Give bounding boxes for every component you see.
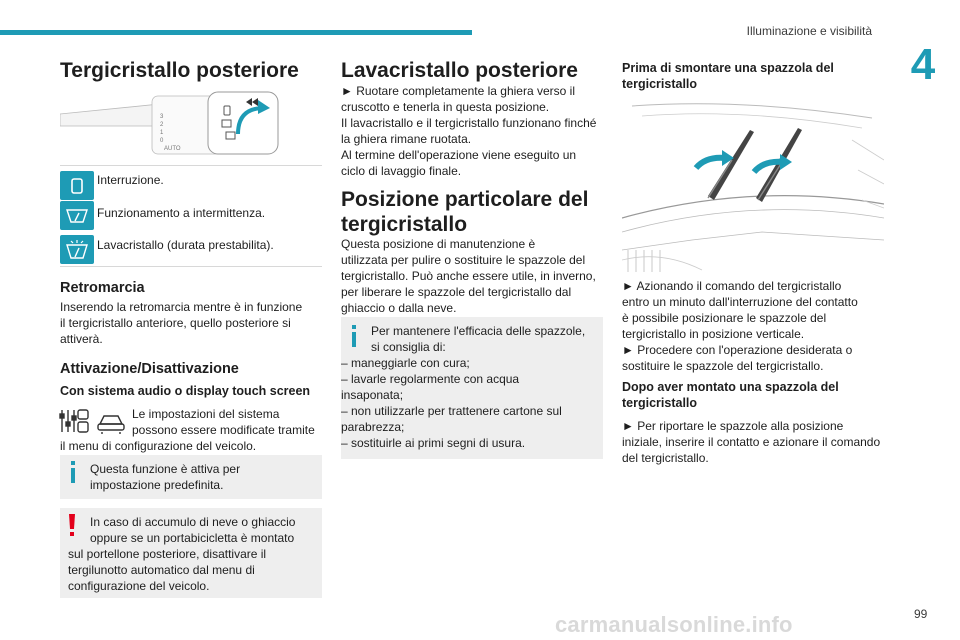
before-removing-text: ► Azionando il comando del tergicristallo entro un minuto dall'interruzione del contatto è possibile posizionare le spazzole del tergicristallo in posizione verticale. ► Procedere con l'operazione desiderata o sostituire le spazzole del tergicristallo.: [622, 279, 858, 373]
settings-icons: [58, 406, 128, 436]
audio-settings-text: Le impostazioni del sistema possono essere modificate tramite: [132, 407, 315, 437]
wiper-washer-icon: [60, 235, 94, 264]
info-icon: [70, 461, 76, 489]
special-position-title: Posizione particolare del tergicristallo: [341, 188, 589, 236]
lever-label-auto: AUTO: [164, 146, 181, 152]
after-fitting-heading: Dopo aver montato una spazzola del tergicristallo: [622, 380, 839, 410]
chapter-number: 4: [910, 40, 936, 89]
audio-settings-text-continued: il menu di configurazione del veicolo.: [60, 439, 257, 453]
lever-label-2: 2: [160, 122, 164, 128]
divider: [60, 165, 322, 166]
icon-row-off-text: Interruzione.: [97, 173, 164, 187]
tips-note-list: – maneggiarle con cura; – lavarle regolarmente con acqua insaponata; – non utilizzarle per trattenere cartone sul parabrezza; – sostituirle ai primi segni di usura.: [341, 356, 562, 450]
watermark: carmanualsonline.info: [555, 612, 793, 637]
rear-washer-title: Lavacristallo posteriore: [341, 59, 578, 82]
tips-note: [341, 317, 603, 459]
lever-label-1: 1: [160, 130, 164, 136]
after-fitting-text: ► Per riportare le spazzole alla posizione iniziale, inserire il contatto e azionare il comando del tergicristallo.: [622, 419, 881, 465]
settings-sliders-icon: [60, 410, 88, 432]
warning-note-text-continued: sul portellone posteriore, disattivare il tergilunotto automatico dal menu di configurazione del veicolo.: [68, 547, 267, 593]
wiper-lever-illustration: [60, 86, 320, 164]
rear-washer-text: ► Ruotare completamente la ghiera verso il cruscotto e tenerla in questa posizione. Il lavacristallo e il tergicristallo funzionano finché la ghiera rimane ruotata. Al termine dell'operazione viene eseguito un ciclo di lavaggio finale.: [341, 84, 597, 178]
info-note: [60, 455, 322, 499]
before-removing-heading: Prima di smontare una spazzola del tergicristallo: [622, 61, 834, 91]
section-title: Illuminazione e visibilità: [746, 24, 872, 38]
warning-note: [60, 508, 322, 598]
special-position-text: Questa posizione di manutenzione è utilizzata per pulire o sostituire le spazzole del tergicristallo. Può anche essere utile, in inverno, per liberare le spazzole del tergicristallo dal ghiaccio o dalla neve.: [341, 237, 596, 315]
divider: [60, 266, 322, 267]
rear-wiper-title: Tergicristallo posteriore: [60, 59, 299, 82]
windshield-wipers-illustration: [622, 100, 884, 274]
warning-note-text: In caso di accumulo di neve o ghiaccio oppure se un portabicicletta è montato: [90, 515, 296, 545]
info-note-text: Questa funzione è attiva per impostazione predefinita.: [90, 462, 241, 492]
warning-icon: [68, 514, 76, 543]
audio-system-heading: Con sistema audio o display touch screen: [60, 384, 311, 398]
lever-label-3: 3: [160, 114, 164, 120]
lever-label-0: 0: [160, 138, 164, 144]
icon-row-washer-text: Lavacristallo (durata prestabilita).: [97, 238, 274, 252]
tips-note-intro: Per mantenere l'efficacia delle spazzole, si consiglia di:: [371, 324, 586, 354]
wiper-off-icon: [60, 171, 94, 200]
page-number: 99: [914, 607, 928, 621]
icon-row-intermittent-text: Funzionamento a intermittenza.: [97, 206, 266, 220]
car-icon: [98, 416, 124, 434]
reverse-heading: Retromarcia: [60, 280, 145, 296]
header-accent-bar: [0, 30, 472, 35]
activation-heading: Attivazione/Disattivazione: [60, 361, 239, 377]
wiper-intermittent-icon: [60, 201, 94, 230]
reverse-text: Inserendo la retromarcia mentre è in funzione il tergicristallo anteriore, quello posteriore si attiverà.: [60, 300, 303, 346]
info-icon: [351, 325, 357, 352]
